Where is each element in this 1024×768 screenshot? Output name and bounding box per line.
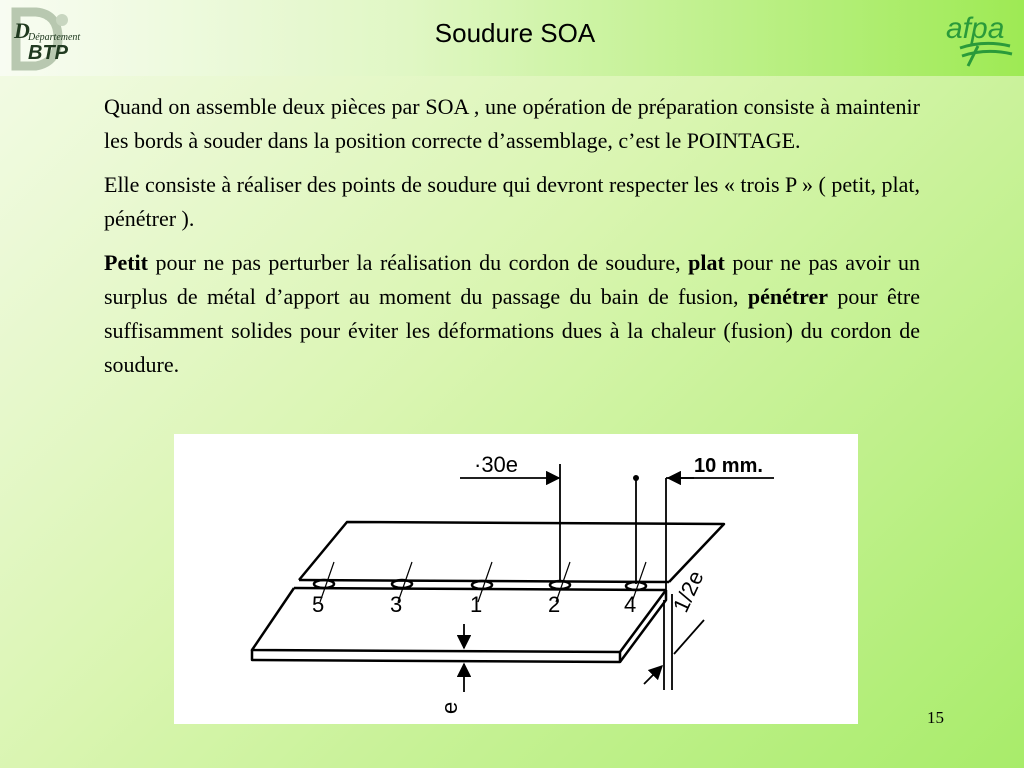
dim-thickness-label: e [437,701,462,714]
dim-gap-label: 1/2e [667,566,709,617]
point-number: 5 [312,592,325,617]
slide-title: Soudure SOA [434,18,596,48]
logo-line2: BTP [28,42,68,64]
afpa-logo [944,6,1016,70]
paragraph-2: Elle consiste à réaliser des points de soudure qui devront respecter les « trois P » ( petit, plat, pénétrer ). [104,172,920,231]
keyword-petit: Petit [104,250,148,275]
keyword-penetrer: pénétrer [747,284,829,309]
body-text [104,90,920,392]
afpa-logo-text: afpa [946,12,1005,45]
tack-weld-diagram [174,434,858,724]
svg-text:D: D [14,18,30,43]
point-number: 3 [390,592,403,617]
paragraph-1: Quand on assemble deux pièces par SOA , une opération de préparation consiste à maintenir les bords à souder dans la position correcte d’assemblage, c’est le POINTAGE. [104,94,920,153]
paragraph-3: Petit pour ne pas perturber la réalisation du cordon de soudure, plat pour ne pas avoir un surplus de métal d’apport au moment du passage du bain de fusion, pénétrer pour être suffisamment solides pour éviter les déformations dues à la chaleur (fusion) du cordon de soudure. [104,250,920,377]
dim-spacing-label: ·30e [474,452,519,477]
keyword-plat: plat [688,250,725,275]
point-number: 1 [470,592,483,617]
page-number: 15 [927,708,944,727]
logo-line1: Département [28,32,81,43]
dim-edge-label: 10 mm. [694,455,763,477]
point-number: 2 [548,592,561,617]
point-number: 4 [624,592,637,617]
